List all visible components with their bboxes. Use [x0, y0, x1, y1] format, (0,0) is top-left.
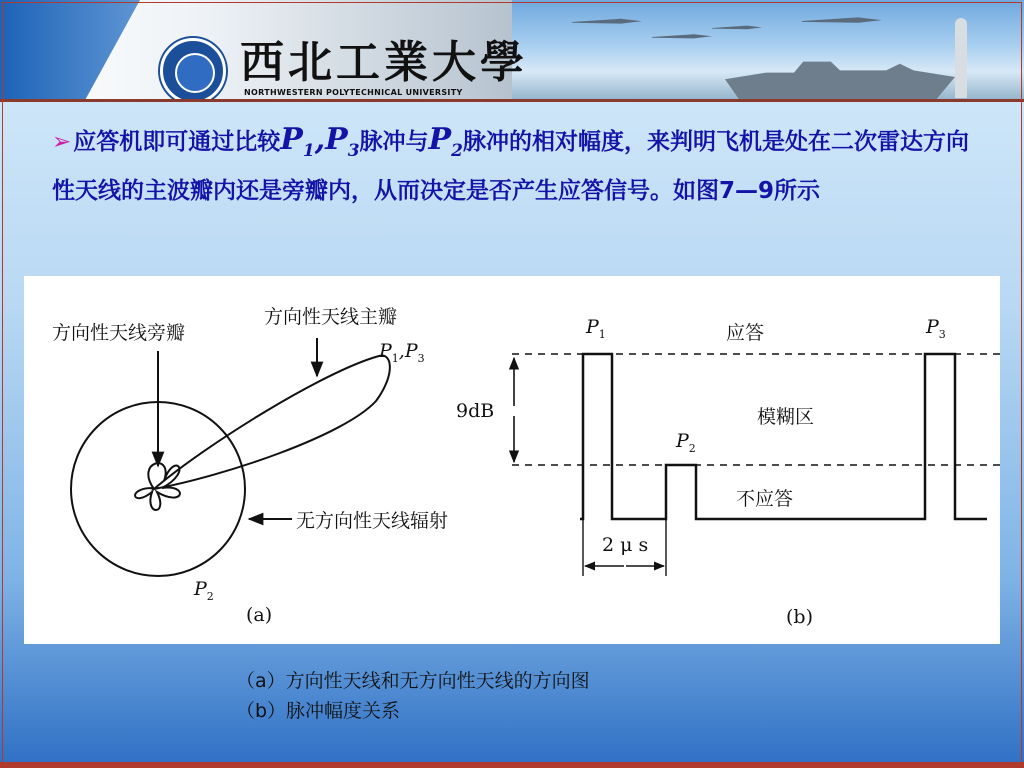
caption-b: （b）脉冲幅度关系	[236, 700, 401, 722]
bullet-arrow-icon: ➢	[52, 129, 72, 155]
jet-icon	[712, 22, 762, 34]
bullet-paragraph	[52, 120, 982, 211]
university-name-zh: 西北工業大學	[240, 37, 528, 88]
label-p2-circle: $P_2$	[194, 578, 214, 603]
label-9db: 9dB	[456, 400, 495, 422]
header-divider	[0, 99, 1024, 102]
symbol-p1: $P_1$	[280, 122, 315, 161]
label-pulse-p2: $P_2$	[676, 430, 696, 455]
panel-a-diagram	[71, 338, 390, 576]
label-pulse-p3: $P_3$	[926, 316, 946, 341]
university-name-en: NORTHWESTERN POLYTECHNICAL UNIVERSITY	[244, 88, 463, 97]
rocket-icon	[955, 18, 967, 98]
label-reply: 应答	[726, 322, 765, 344]
symbol-p3: $P_3$	[325, 122, 360, 161]
label-mainlobe: 方向性天线主瓣	[264, 306, 398, 328]
figure-captions	[236, 666, 590, 726]
main-lobe	[154, 356, 390, 489]
label-p1-p3-lobe: $P_1,P_3$	[379, 340, 425, 365]
label-omni-radiation: 无方向性天线辐射	[296, 510, 449, 532]
panel-label-b: (b)	[786, 606, 813, 628]
label-fuzzy-zone: 模糊区	[757, 406, 815, 428]
seal-inner-emblem	[175, 53, 215, 93]
label-sidelobe: 方向性天线旁瓣	[52, 322, 186, 344]
figure-7-9	[24, 276, 1000, 644]
footer-strip	[0, 762, 1024, 768]
header-banner	[0, 0, 1024, 102]
symbol-p2: $P_2$	[428, 122, 463, 161]
jet-icon	[802, 12, 882, 30]
jet-icon	[572, 14, 642, 30]
jet-icon	[652, 30, 712, 44]
university-seal-logo	[160, 38, 226, 102]
bullet-text-seg2: 脉冲与	[359, 129, 429, 155]
bullet-text-seg1: 应答机即可通过比较	[73, 129, 281, 155]
caption-a: （a）方向性天线和无方向性天线的方向图	[236, 670, 590, 692]
symbol-comma: ,	[314, 122, 326, 157]
label-pulse-p1: $P_1$	[586, 316, 606, 341]
label-2us: 2 μ s	[602, 534, 649, 556]
panel-label-a: (a)	[246, 604, 273, 626]
label-no-reply: 不应答	[736, 488, 794, 510]
bullet-text-seg3: 脉冲的相对幅度，来判明飞机是处在二次雷达方向性天线的主波瓣内还是旁瓣内，从而决定是否产生应答信号。如图7—9所示	[52, 129, 969, 204]
panel-b-diagram	[512, 354, 1000, 576]
